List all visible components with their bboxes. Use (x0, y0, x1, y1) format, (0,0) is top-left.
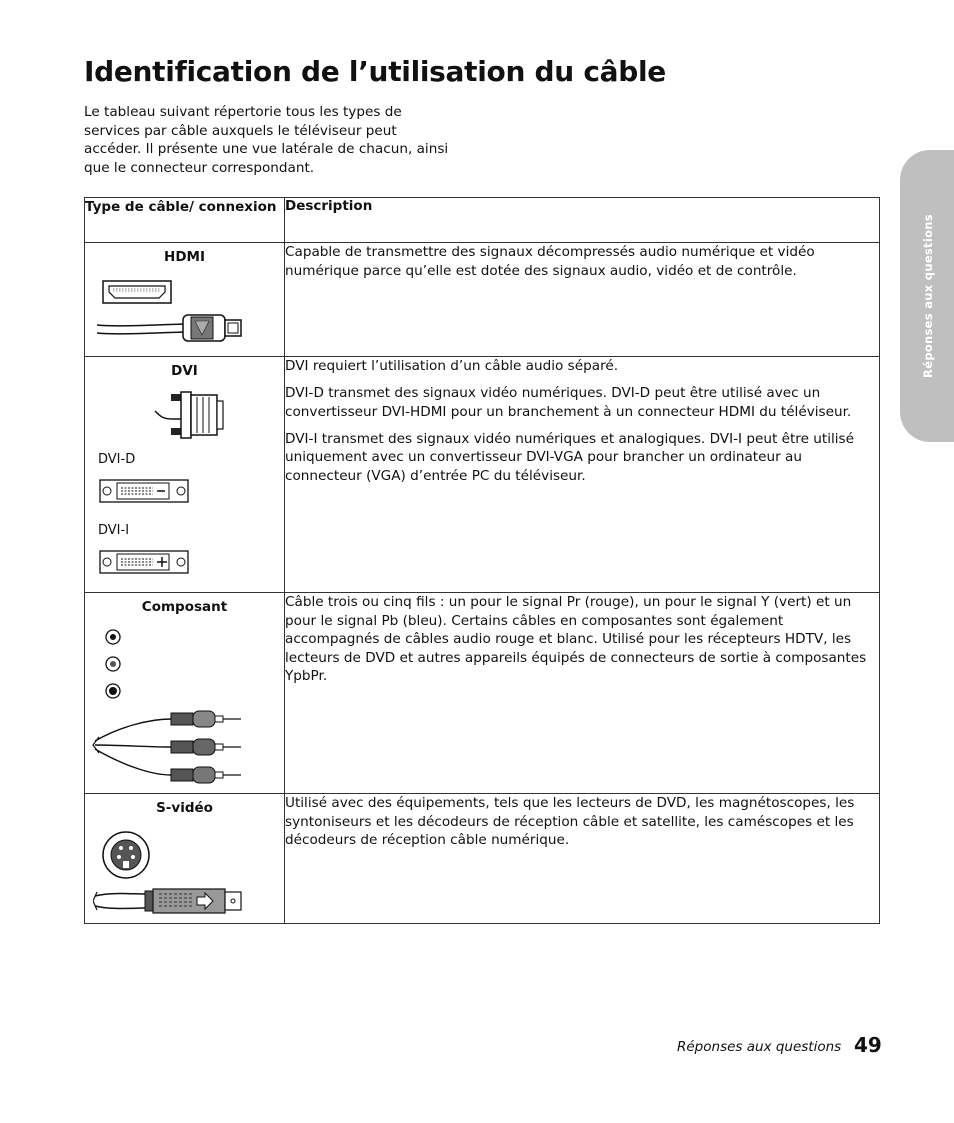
cable-table (84, 197, 880, 924)
side-tab-label: Réponses aux questions (921, 214, 935, 378)
desc-cell-hdmi (285, 243, 880, 357)
header-type: Type de câble/ connexion (85, 198, 285, 243)
desc-dvi-p2: DVI-D transmet des signaux vidéo numériques. DVI-D peut être utilisé avec un convertisseur DVI-HDMI pour un branchement à un connecteur HDMI du téléviseur. (285, 385, 852, 420)
footer-section-name: Réponses aux questions (677, 1039, 842, 1055)
desc-dvi-p3: DVI-I transmet des signaux vidéo numériques et analogiques. DVI-I peut être utilisé uniquement avec un convertisseur DVI-VGA pour brancher un ordinateur au connecteur (VGA) d’entrée PC du téléviseur. (285, 430, 854, 484)
type-label-hdmi: HDMI (164, 249, 205, 265)
table-row (85, 243, 880, 357)
table-header-row (85, 198, 880, 243)
section-side-tab (900, 150, 954, 442)
type-cell-dvi (85, 357, 285, 593)
component-cable-icon (89, 627, 249, 787)
desc-cell-dvi (285, 357, 880, 593)
type-cell-component (85, 593, 285, 794)
desc-cell-component (285, 593, 880, 794)
table-row (85, 794, 880, 924)
page-number: 49 (854, 1033, 882, 1057)
dvi-i-connector-icon (99, 550, 191, 576)
desc-svideo-p1: Utilisé avec des équipements, tels que les lecteurs de DVD, les magnétoscopes, les syntoniseurs et les décodeurs de réception câble et satellite, les caméscopes et les décodeurs de réception câble numérique. (285, 795, 855, 849)
dvi-d-label: DVI-D (98, 452, 136, 467)
table-row (85, 593, 880, 794)
type-cell-svideo (85, 794, 285, 924)
type-label-dvi: DVI (171, 363, 198, 379)
dvi-d-connector-icon (99, 479, 191, 505)
svideo-cable-icon (93, 830, 249, 920)
header-description: Description (285, 198, 880, 243)
intro-paragraph: Le tableau suivant répertorie tous les types de services par câble auxquels le téléviseur peut accéder. Il présente une vue latérale de chacun, ainsi que le connecteur correspondant. (84, 104, 449, 176)
desc-dvi-p1: DVI requiert l’utilisation d’un câble audio séparé. (285, 358, 619, 374)
type-label-svideo: S-vidéo (156, 800, 213, 816)
type-cell-hdmi (85, 243, 285, 357)
dvi-cable-icon (153, 391, 233, 441)
type-label-component: Composant (141, 599, 228, 615)
desc-cell-svideo (285, 794, 880, 924)
desc-hdmi-p1: Capable de transmettre des signaux décompressés audio numérique et vidéo numérique parce qu’elle est dotée des signaux audio, vidéo et de contrôle. (285, 244, 815, 279)
dvi-i-label: DVI-I (98, 523, 130, 538)
hdmi-cable-icon (95, 277, 245, 343)
desc-component-p1: Câble trois ou cinq fils : un pour le signal Pr (rouge), un pour le signal Y (vert) et un pour le signal Pb (bleu). Certains câbles en composantes sont également accompagnés de câbles audio rouge et blanc. Utilisé pour les récepteurs HDTV, les lecteurs de DVD et autres appareils équipés de connecteurs de sortie à composantes YpbPr. (285, 594, 867, 685)
page-title: Identification de l’utilisation du câble (84, 55, 666, 88)
table-row (85, 357, 880, 593)
